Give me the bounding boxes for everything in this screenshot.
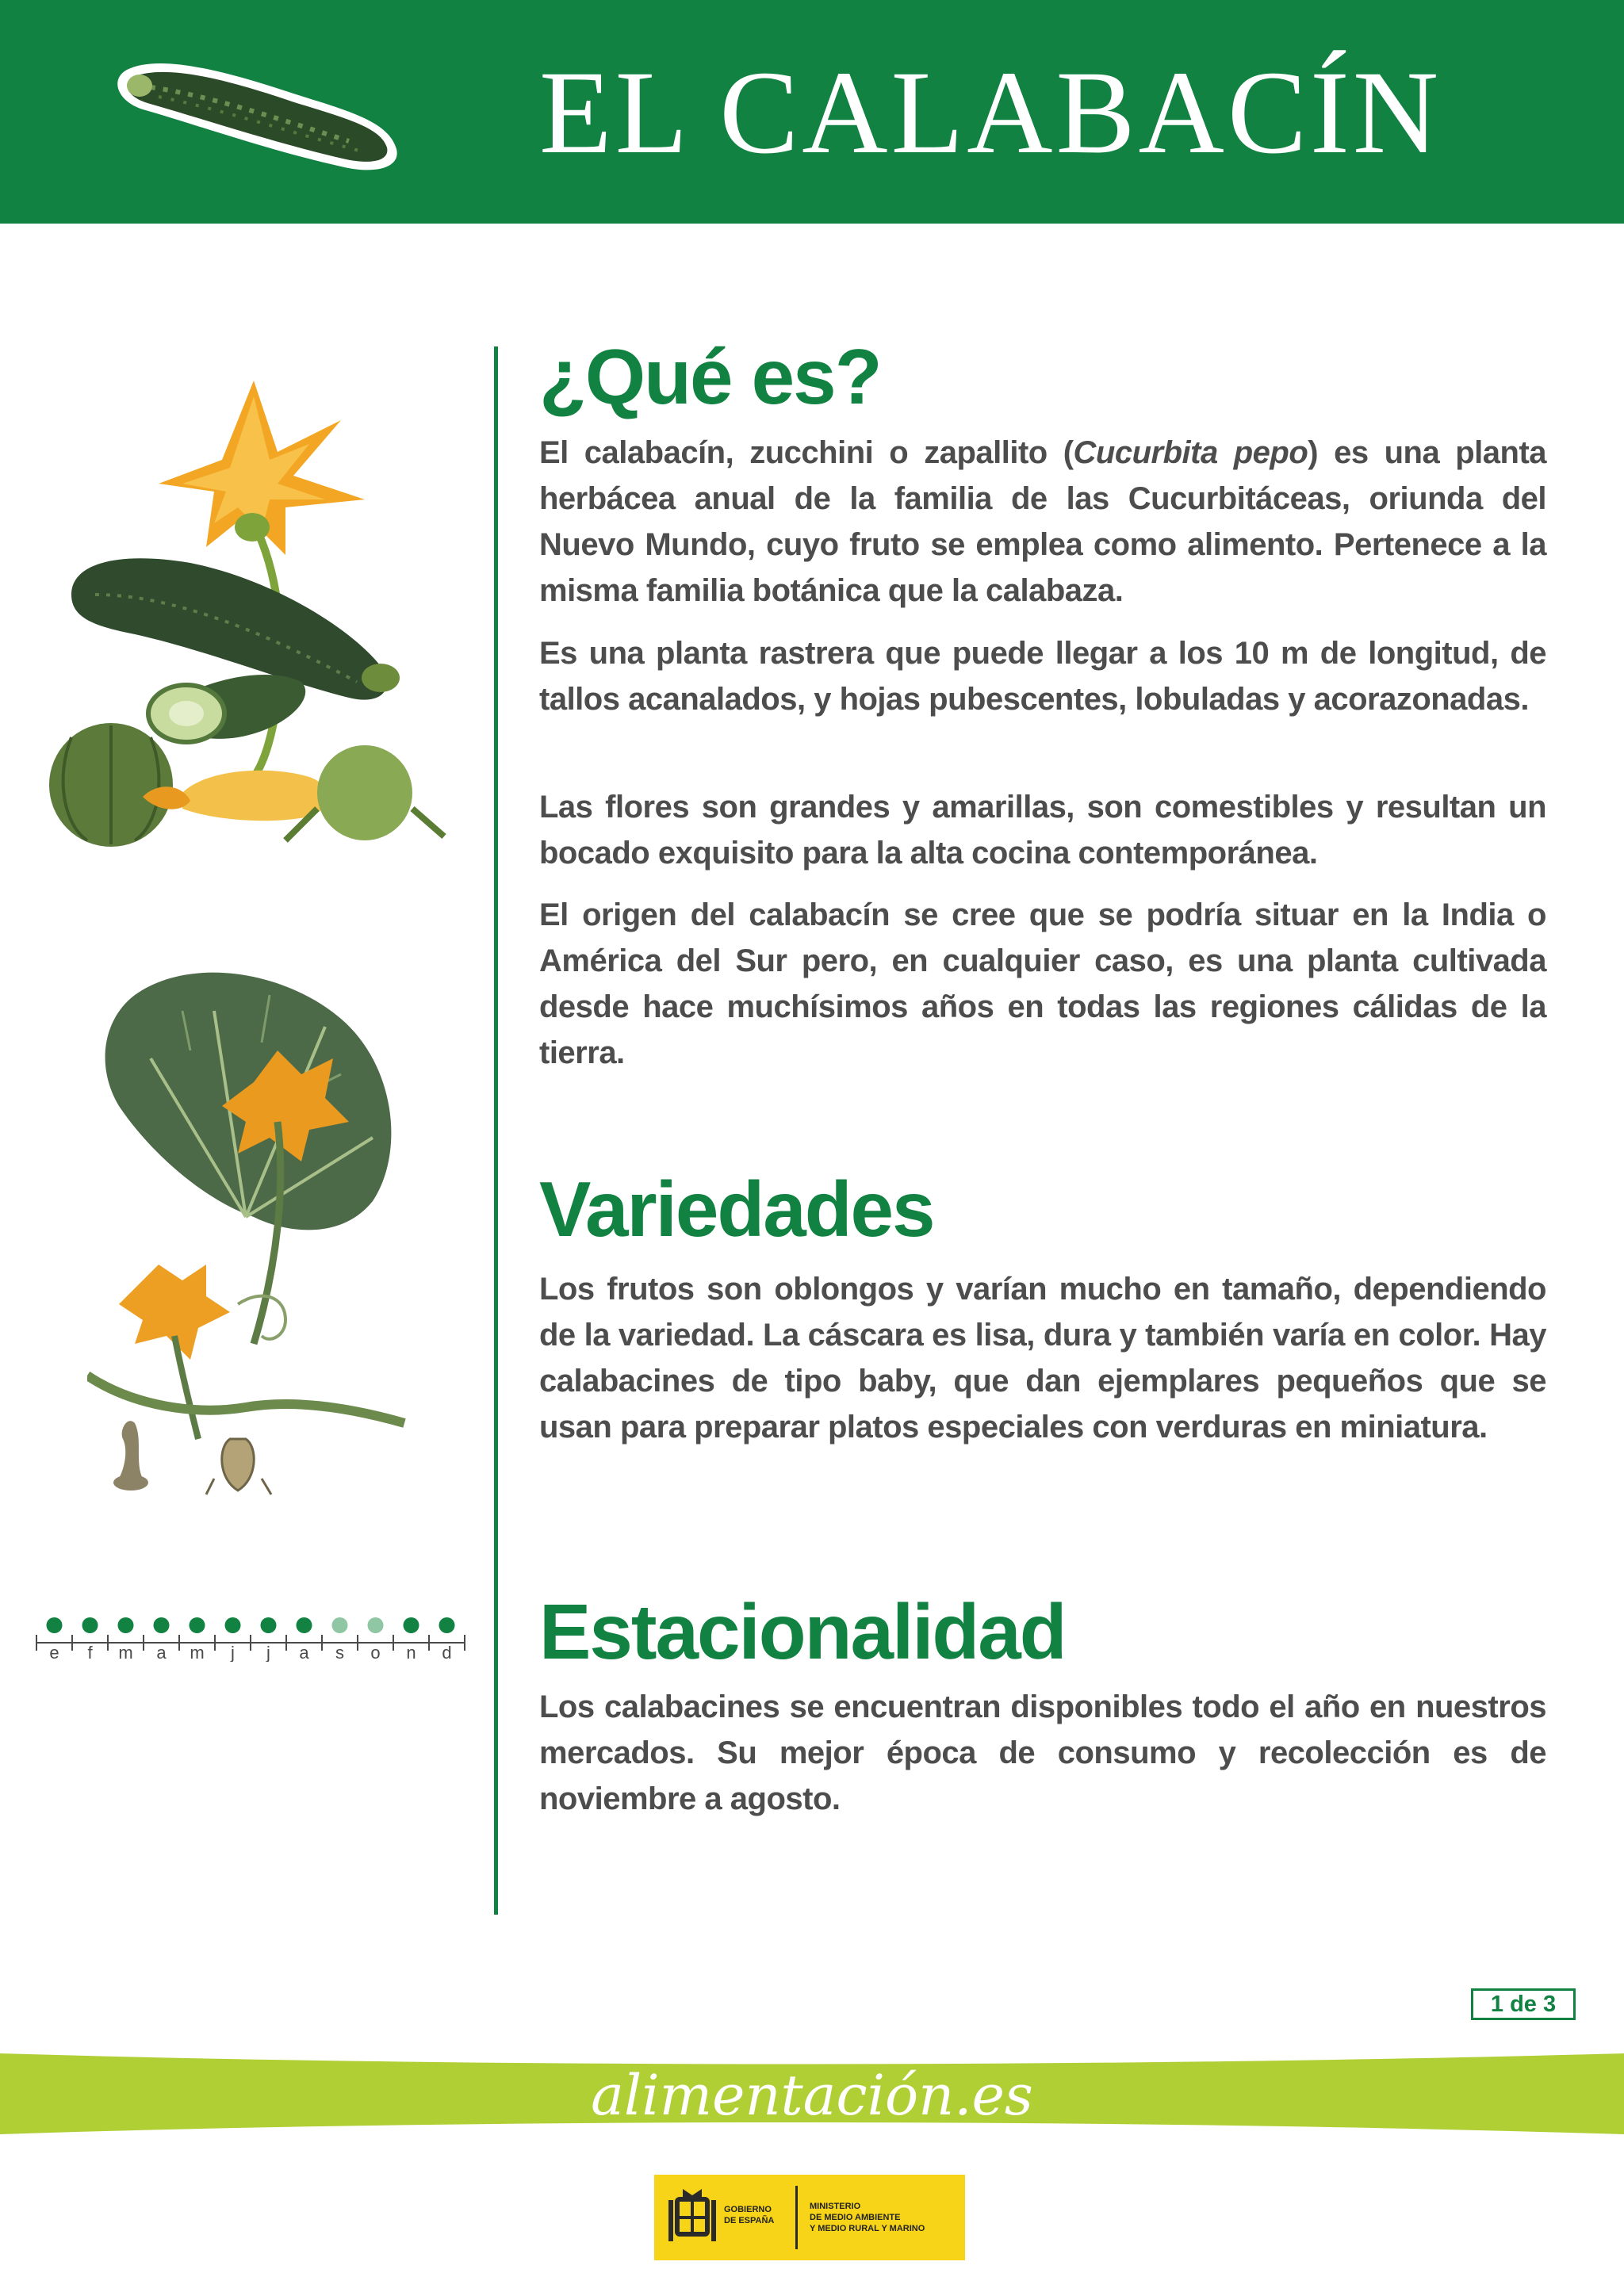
- season-dot-month-12: [439, 1617, 455, 1633]
- que-es-paragraph-4: El origen del calabacín se cree que se podría situar en la India o América del Sur pero, en cualquier caso, es una planta cultivada desde hace muchísimos años en todas las regiones cálidas de la tierra.: [539, 897, 1546, 1070]
- season-month-label: f: [87, 1643, 93, 1662]
- gov-logo-line-2b: DE MEDIO AMBIENTE: [810, 2213, 901, 2222]
- season-month-label: m: [190, 1643, 205, 1662]
- season-dot-month-2: [82, 1617, 98, 1633]
- season-month-label: s: [335, 1643, 344, 1662]
- plant-illustration: [87, 963, 420, 1510]
- gov-logo-separator: [795, 2186, 798, 2249]
- season-month-label: e: [49, 1643, 59, 1662]
- season-month-label: d: [442, 1643, 452, 1662]
- zucchini-icon: [111, 46, 412, 181]
- season-month-label: j: [266, 1643, 270, 1662]
- season-month-label: j: [231, 1643, 235, 1662]
- gov-logo-line-1b: DE ESPAÑA: [724, 2216, 775, 2225]
- vertical-divider: [494, 346, 498, 1915]
- page-indicator: 1 de 3: [1471, 1988, 1576, 2020]
- season-dot-month-9: [332, 1617, 348, 1633]
- season-month-label: m: [118, 1643, 133, 1662]
- zucchini-illustration: [48, 365, 460, 856]
- coat-of-arms-icon: [668, 2186, 716, 2249]
- section-title-que-es: ¿Qué es?: [539, 333, 881, 420]
- que-es-paragraph-2: Es una planta rastrera que puede llegar a los 10 m de longitud, de tallos acanalados, y hojas pubescentes, lobuladas y acorazonadas.: [539, 636, 1546, 717]
- season-dot-month-10: [368, 1617, 384, 1633]
- que-es-paragraph-3: Las flores son grandes y amarillas, son comestibles y resultan un bocado exquisito para la alta cocina contemporánea.: [539, 790, 1546, 871]
- section-title-estacionalidad: Estacionalidad: [539, 1588, 1066, 1675]
- variedades-paragraph: Los frutos son oblongos y varían mucho en tamaño, dependiendo de la variedad. La cáscara es lisa, dura y también varía en color. Hay calabacines de tipo baby, que dan ejemplares pequeños que se usan para preparar platos especiales con verduras en miniatura.: [539, 1272, 1546, 1445]
- season-month-label: o: [370, 1643, 381, 1662]
- season-dot-month-6: [225, 1617, 241, 1633]
- season-month-label: a: [156, 1643, 167, 1662]
- government-logo: [654, 2175, 965, 2260]
- gov-logo-line-1a: GOBIERNO: [724, 2205, 772, 2214]
- footer-brand-text[interactable]: alimentación.es: [591, 2063, 1033, 2128]
- header-banner: [0, 0, 1624, 224]
- season-dot-month-4: [154, 1617, 170, 1633]
- season-dot-month-3: [118, 1617, 134, 1633]
- page-title: EL CALABACÍN: [539, 47, 1442, 178]
- gov-logo-line-2a: MINISTERIO: [810, 2202, 861, 2211]
- season-month-label: n: [406, 1643, 416, 1662]
- que-es-paragraph-1: El calabacín, zucchini o zapallito (Cucurbita pepo) es una planta herbácea anual de la familia de las Cucurbitáceas, oriunda del Nuevo Mundo, cuyo fruto se emplea como alimento. Pertenece a la misma familia botánica que la calabaza.: [539, 435, 1547, 608]
- season-dot-month-1: [47, 1617, 63, 1633]
- seasonality-calendar: [32, 1606, 476, 1662]
- section-title-variedades: Variedades: [539, 1165, 934, 1253]
- season-dot-month-5: [190, 1617, 205, 1633]
- season-dot-month-11: [404, 1617, 419, 1633]
- season-month-label: a: [299, 1643, 309, 1662]
- estacionalidad-paragraph: Los calabacines se encuentran disponibles todo el año en nuestros mercados. Su mejor época de consumo y recolección es de noviembre a agosto.: [539, 1689, 1546, 1816]
- gov-logo-line-2c: Y MEDIO RURAL Y MARINO: [810, 2224, 925, 2233]
- season-dot-month-7: [261, 1617, 277, 1633]
- season-dot-month-8: [297, 1617, 312, 1633]
